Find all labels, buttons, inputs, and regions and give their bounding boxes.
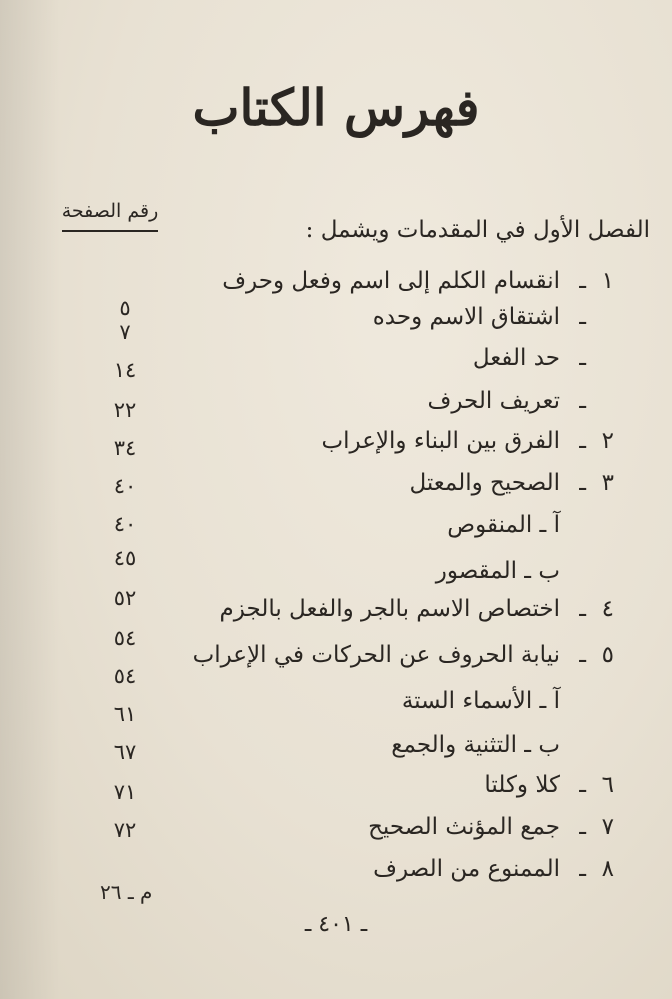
entry-page-number: ١٤ [113,358,137,382]
entry-page-number: ٥ [119,296,131,320]
entry-page-number: ٥٤ [113,664,137,688]
toc-entry-page-row [0,546,672,586]
toc-entry-page-row [0,818,672,858]
entry-text: اشتقاق الاسم وحده [372,304,560,330]
toc-entry-page-row [0,586,672,626]
entry-number: ١ [601,268,614,294]
entry-text: انقسام الكلم إلى اسم وفعل وحرف [222,268,560,294]
entry-number: ٣ [601,470,614,496]
signature-mark: م ـ ٢٦ [100,880,153,904]
entry-number: ٦ [601,772,614,798]
entry-number: ٨ [601,856,614,882]
entry-text: الصحيح والمعتل [409,470,560,496]
entry-text: الممنوع من الصرف [373,856,560,882]
entry-text: نيابة الحروف عن الحركات في الإعراب [192,642,560,668]
entry-text: آ ـ المنقوص [447,512,560,538]
entry-page-number: ٥٢ [113,586,137,610]
toc-entry-page-row [0,474,672,514]
entry-page-number: ٤٠ [113,474,137,498]
entry-dash: ـ [579,388,586,414]
entry-page-number: ٧ [119,320,131,344]
entry-text: ب ـ التثنية والجمع [391,732,560,758]
entry-page-number: ٤٠ [113,512,137,536]
page-number-column-header [60,200,160,232]
entry-dash: ـ [579,814,586,840]
entry-dash: ـ [579,345,586,371]
entry-page-number: ٢٢ [113,398,137,422]
entry-page-number: ٦١ [113,702,137,726]
entry-page-number: ٥٤ [113,626,137,650]
entry-dash: ـ [579,470,586,496]
header-underline [62,230,158,232]
entry-dash: ـ [579,304,586,330]
entry-text: اختصاص الاسم بالجر والفعل بالجزم [219,596,560,622]
page-number-column-label: رقم الصفحة [61,200,159,222]
entry-number: ٢ [601,428,614,454]
entry-page-number: ٦٧ [113,740,137,764]
entry-text: جمع المؤنث الصحيح [368,814,560,840]
entry-text: آ ـ الأسماء الستة [401,688,560,714]
entry-text: الفرق بين البناء والإعراب [321,428,560,454]
entry-text: حد الفعل [472,345,560,371]
entry-dash: ـ [579,268,586,294]
entry-dash: ـ [579,428,586,454]
entry-text: تعريف الحرف [427,388,560,414]
entry-page-number: ٧٢ [113,818,137,842]
entry-number: ٤ [601,596,614,622]
toc-entry-page-row [0,626,672,666]
chapter-heading: الفصل الأول في المقدمات ويشمل : [305,217,650,243]
entry-dash: ـ [579,772,586,798]
toc-entry-page-row [0,740,672,780]
entry-text: ب ـ المقصور [435,558,560,584]
entry-text: كلا وكلتا [484,772,560,798]
entry-dash: ـ [579,642,586,668]
toc-entry-page-row [0,780,672,820]
toc-entry-page-row [0,664,672,704]
entry-number: ٧ [601,814,614,840]
entry-page-number: ٤٥ [113,546,137,570]
entry-page-number: ٣٤ [113,436,137,460]
page-title: فهرس الكتاب [192,78,480,137]
entry-number: ٥ [601,642,614,668]
footer-page-number: ـ ٤٠١ ـ [304,912,368,937]
entry-dash: ـ [579,856,586,882]
toc-entry-page-row [0,702,672,742]
entry-page-number: ٧١ [113,780,137,804]
entry-dash: ـ [579,596,586,622]
